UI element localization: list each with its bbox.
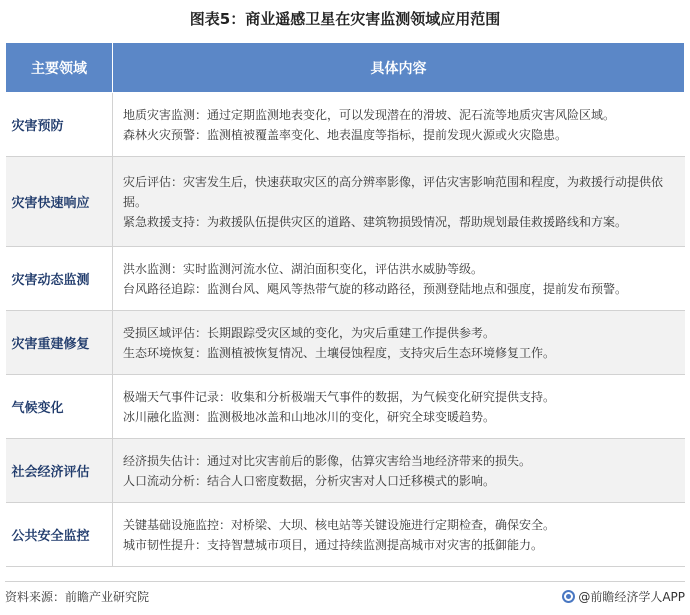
content-line: 关键基础设施监控：对桥梁、大坝、核电站等关键设施进行定期检查，确保安全。 <box>123 517 556 532</box>
row-content <box>113 503 685 567</box>
content-line: 经济损失估计：通过对比灾害前后的影像，估算灾害给当地经济带来的损失。 <box>123 453 532 468</box>
content-line: 极端天气事件记录：收集和分析极端天气事件的数据，为气候变化研究提供支持。 <box>123 389 556 404</box>
table-row <box>6 503 685 567</box>
content-line: 森林火灾预警：监测植被覆盖率变化、地表温度等指标，提前发现火源或火灾隐患。 <box>123 127 568 142</box>
content-line: 地质灾害监测：通过定期监测地表变化，可以发现潜在的滑坡、泥石流等地质灾害风险区域。 <box>123 107 616 122</box>
table-row <box>6 247 685 311</box>
row-content <box>113 157 685 247</box>
table-header-row <box>6 43 685 93</box>
content-line: 生态环境恢复：监测植被恢复情况、土壤侵蚀程度，支持灾后生态环境修复工作。 <box>123 345 556 360</box>
footer <box>5 586 685 608</box>
table-row <box>6 375 685 439</box>
table-row <box>6 157 685 247</box>
footer-divider <box>5 581 685 582</box>
row-content <box>113 311 685 375</box>
row-category: 灾害快速响应 <box>6 157 113 247</box>
content-line: 台风路径追踪：监测台风、飓风等热带气旋的移动路径，预测登陆地点和强度，提前发布预警。 <box>123 281 628 296</box>
row-category: 灾害重建修复 <box>6 311 113 375</box>
brand-text: @前瞻经济学人APP <box>578 590 685 604</box>
row-content <box>113 93 685 157</box>
content-line: 冰川融化监测：监测极地冰盖和山地冰川的变化，研究全球变暖趋势。 <box>123 409 496 424</box>
brand-mark <box>562 588 685 605</box>
content-line: 城市韧性提升：支持智慧城市项目，通过持续监测提高城市对灾害的抵御能力。 <box>123 537 544 552</box>
row-content <box>113 247 685 311</box>
row-category: 社会经济评估 <box>6 439 113 503</box>
table-row <box>6 439 685 503</box>
content-line: 紧急救援支持：为救援队伍提供灾区的道路、建筑物损毁情况，帮助规划最佳救援路线和方案。 <box>123 214 628 229</box>
table-row <box>6 311 685 375</box>
row-category: 灾害动态监测 <box>6 247 113 311</box>
content-line: 受损区域评估：长期跟踪受灾区域的变化，为灾后重建工作提供参考。 <box>123 325 496 340</box>
row-category: 气候变化 <box>6 375 113 439</box>
row-category: 公共安全监控 <box>6 503 113 567</box>
header-category: 主要领域 <box>6 43 113 93</box>
page-title: 图表5：商业遥感卫星在灾害监测领域应用范围 <box>189 10 501 28</box>
source-note: 资料来源：前瞻产业研究院 <box>5 590 150 604</box>
row-content <box>113 439 685 503</box>
header-content: 具体内容 <box>113 43 685 93</box>
content-line: 灾后评估：灾害发生后，快速获取灾区的高分辨率影像，评估灾害影响范围和程度，为救援行动提供依据。 <box>123 174 664 209</box>
table-row <box>6 93 685 157</box>
content-line: 洪水监测：实时监测河流水位、湖泊面积变化，评估洪水威胁等级。 <box>123 261 484 276</box>
brand-logo-icon <box>562 590 575 603</box>
row-content <box>113 375 685 439</box>
row-category: 灾害预防 <box>6 93 113 157</box>
application-table <box>5 42 685 567</box>
content-line: 人口流动分析：结合人口密度数据，分析灾害对人口迁移模式的影响。 <box>123 473 496 488</box>
